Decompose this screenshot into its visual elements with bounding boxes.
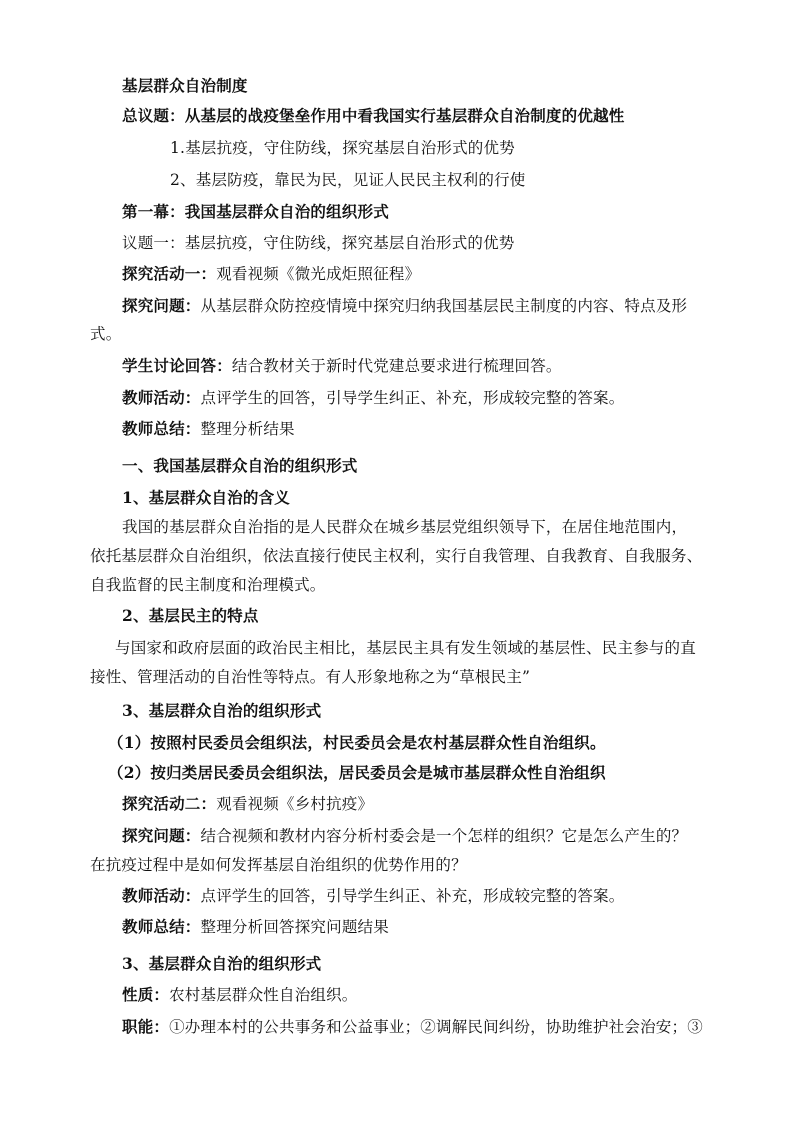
teacher-activity-1-text: 点评学生的回答，引导学生纠正、补充，形成较完整的答案。 <box>200 389 625 407</box>
document-title: 基层群众自治制度 <box>122 76 248 95</box>
explore-question-2-text-line1: 结合视频和教材内容分析村委会是一个怎样的组织？它是怎么产生的？ <box>200 827 688 845</box>
act1-title: 第一幕：我国基层群众自治的组织形式 <box>122 202 389 221</box>
explore-activity-1-text: 观看视频《微光成炬照征程》 <box>216 265 421 283</box>
section1-s1-heading: 1、基层群众自治的含义 <box>122 488 290 507</box>
explore-question-1-label: 探究问题： <box>122 296 201 315</box>
student-discussion-text: 结合教材关于新时代党建总要求进行梳理回答。 <box>231 357 562 375</box>
act1-topic1: 议题一：基层抗疫，守住防线，探究基层自治形式的优势 <box>122 234 515 252</box>
explore-activity-2 <box>122 794 373 814</box>
section1-s2-body-line1: 与国家和政府层面的政治民主相比，基层民主具有发生领域的基层性、民主参与的直 <box>115 639 696 657</box>
teacher-activity-2 <box>122 886 624 906</box>
section3b-heading: 3、基层群众自治的组织形式 <box>122 954 322 973</box>
sub-topic-2: 2、基层防疫，靠民为民，见证人民民主权利的行使 <box>170 171 526 189</box>
explore-activity-1-label: 探究活动一： <box>122 264 217 283</box>
explore-question-2-text-line2: 在抗疫过程中是如何发挥基层自治组织的优势作用的？ <box>90 856 467 874</box>
teacher-summary-1-label: 教师总结： <box>122 419 201 438</box>
function-label: 职能： <box>122 1017 170 1036</box>
explore-activity-2-text: 观看视频《乡村抗疫》 <box>216 795 374 813</box>
nature-label: 性质： <box>122 985 170 1004</box>
main-topic-label: 总议题： <box>122 106 185 125</box>
nature-text: 农村基层群众性自治组织。 <box>169 986 358 1004</box>
teacher-summary-1-text: 整理分析结果 <box>200 420 295 438</box>
function-text: ①办理本村的公共事务和公益事业；②调解民间纠纷，协助维护社会治安；③ <box>169 1018 703 1036</box>
explore-activity-1 <box>122 264 420 284</box>
section1-s3-heading: 3、基层群众自治的组织形式 <box>122 701 322 720</box>
explore-question-1 <box>122 296 687 316</box>
teacher-activity-2-label: 教师活动： <box>122 886 201 905</box>
main-topic <box>122 106 624 126</box>
teacher-summary-1 <box>122 419 295 439</box>
explore-question-2-label: 探究问题： <box>122 826 201 845</box>
explore-question-2 <box>122 826 687 846</box>
student-discussion-label: 学生讨论回答： <box>122 356 232 375</box>
sub-topic-1: 1.基层抗疫，守住防线，探究基层自治形式的优势 <box>170 139 515 157</box>
explore-question-1-text-line1: 从基层群众防控疫情境中探究归纳我国基层民主制度的内容、特点及形 <box>200 297 688 315</box>
section1-s3-item1: （1）按照村民委员会组织法，村民委员会是农村基层群众性自治组织。 <box>108 733 606 752</box>
teacher-activity-2-text: 点评学生的回答，引导学生纠正、补充，形成较完整的答案。 <box>200 887 625 905</box>
section1-s1-body-line2: 依托基层群众自治组织，依法直接行使民主权利，实行自我管理、自我教育、自我服务、 <box>90 547 703 565</box>
section1-s2-heading: 2、基层民主的特点 <box>122 606 259 625</box>
main-topic-text: 从基层的战疫堡垒作用中看我国实行基层群众自治制度的优越性 <box>184 106 625 125</box>
teacher-summary-2-text: 整理分析回答探究问题结果 <box>200 918 389 936</box>
explore-question-1-text-line2: 式。 <box>90 325 122 343</box>
teacher-activity-1-label: 教师活动： <box>122 388 201 407</box>
section1-s2-body-line2: 接性、管理活动的自治性等特点。有人形象地称之为“草根民主” <box>90 668 531 686</box>
nature-line <box>122 985 358 1005</box>
section1-s3-item2: （2）按归类居民委员会组织法，居民委员会是城市基层群众性自治组织 <box>108 763 606 782</box>
teacher-activity-1 <box>122 388 624 408</box>
teacher-summary-2-label: 教师总结： <box>122 917 201 936</box>
section1-heading: 一、我国基层群众自治的组织形式 <box>122 456 358 475</box>
section1-s1-body-line3: 自我监督的民主制度和治理模式。 <box>90 576 326 594</box>
section1-s1-body-line1: 我国的基层群众自治指的是人民群众在城乡基层党组织领导下，在居住地范围内， <box>122 518 688 536</box>
explore-activity-2-label: 探究活动二： <box>122 794 217 813</box>
teacher-summary-2 <box>122 917 389 937</box>
student-discussion <box>122 356 562 376</box>
function-line <box>122 1017 703 1037</box>
